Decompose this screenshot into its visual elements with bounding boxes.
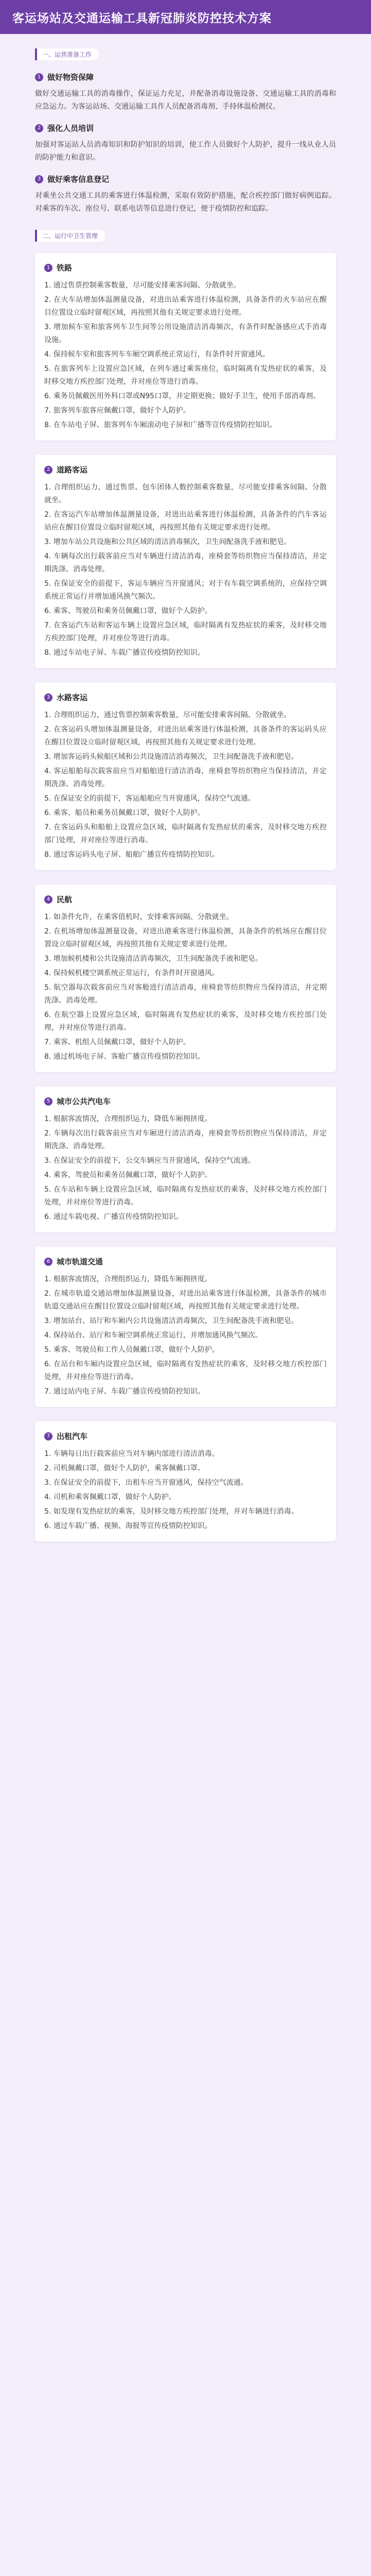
item-paragraph: 6. 在站台和车厢内设置应急区域，临时隔离有发热症状的乘客，及时移交地方疾控部门处理，并对座位等进行消毒。: [44, 1360, 327, 1381]
item-paragraph: 4. 保持候车室和旅客列车车厢空调系统正常运行，有条件时开窗通风。: [44, 350, 270, 359]
section-tag-preparation: 一、运营准备工作: [35, 48, 99, 60]
card-railway: [35, 253, 336, 440]
item-paragraph: 2. 在机场增加体温测量设备，对进出港乘客进行体温检测，具备条件的机场应在醒目位置设立临时留观区域，再按照其他有关规定要求进行处理。: [44, 927, 327, 948]
prep-item-supplies: [35, 72, 336, 113]
card-urban-rail: [35, 1247, 336, 1407]
item-paragraph: 7. 通过站内电子屏、车载广播宣传疫情防控知识。: [44, 1387, 205, 1396]
item-paragraph: 1. 通过售票控制乘客数量，尽可能安排乘客间隔、分散就坐。: [44, 281, 241, 290]
item-paragraph: 1. 如条件允许，在乘客值机时，安排乘客间隔、分散就坐。: [44, 913, 234, 921]
card-water-transport: [35, 683, 336, 870]
item-paragraph: 2. 在火车站增加体温测量设备，对进出站乘客进行体温检测，具备条件的火车站应在醒目位置设立临时留观区域，再按照其他有关规定要求进行处理。: [44, 296, 327, 317]
item-paragraph: 6. 通过车载电视、广播宣传疫情防控知识。: [44, 1213, 183, 1221]
item-number: 7: [44, 1432, 52, 1440]
item-title: 道路客运: [57, 465, 88, 474]
item-number: 3: [35, 175, 43, 183]
card-city-bus: [35, 1087, 336, 1232]
item-paragraph: 3. 增加站台、站厅和车厢内公共设施清洁消毒频次，卫生间配备洗手液和肥皂。: [44, 1317, 298, 1325]
item-paragraph: 1. 合理组织运力，通过售票、包车团体人数控制乘客数量，尽可能安排乘客间隔、分散就坐。: [44, 483, 327, 504]
item-paragraph: 7. 在客运汽车站和客运车辆上设置应急区域，临时隔离有发热症状的乘客，及时移交地方疾控部门处理，并对座位等进行消毒。: [44, 621, 327, 642]
item-paragraph: 8. 在车站电子屏、旅客列车车厢滚动电子屏和广播等宣传疫情防控知识。: [44, 421, 277, 429]
item-paragraph: 2. 在城市轨道交通站增加体温测量设备，对进出站乘客进行体温检测，具备条件的城市轨道交通站应在醒目位置设立临时留观区域，再按照其他有关规定要求进行处理。: [44, 1290, 327, 1311]
item-paragraph: 7. 旅客列车旅客应佩戴口罩，做好个人防护。: [44, 406, 190, 415]
item-paragraph: 4. 保持候机楼空调系统正常运行，有条件时开窗通风。: [44, 969, 219, 977]
item-title: 民航: [57, 895, 73, 904]
item-title: 出租汽车: [57, 1432, 88, 1441]
item-paragraph: 4. 司机和乘客佩戴口罩，做好个人防护。: [44, 1493, 176, 1501]
item-paragraph: 加强对客运站人员消毒知识和防护知识的培训，使工作人员做好个人防护，提升一线从业人员的防护能力和意识。: [35, 141, 336, 162]
item-paragraph: 5. 在保证安全的前提下，客运车辆应当开窗通风；对于有车载空调系统的，应保持空调系统正常运行并增加通风换气频次。: [44, 580, 327, 601]
card-civil-aviation: [35, 885, 336, 1072]
item-paragraph: 8. 通过客运码头电子屏、船舶广播宣传疫情防控知识。: [44, 851, 219, 859]
item-title: 水路客运: [57, 693, 88, 702]
page-header: [0, 0, 371, 34]
item-paragraph: 6. 乘客、船员和乘务员佩戴口罩，做好个人防护。: [44, 809, 205, 817]
item-paragraph: 6. 乘客、驾驶员和乘务员佩戴口罩，做好个人防护。: [44, 607, 212, 615]
item-number: 2: [44, 466, 52, 474]
item-number: 4: [44, 895, 52, 904]
item-paragraph: 5. 乘客、驾驶员和工作人员佩戴口罩，做好个人防护。: [44, 1346, 219, 1354]
item-number: 1: [44, 264, 52, 272]
item-paragraph: 8. 通过车站电子屏、车载广播宣传疫情防控知识。: [44, 649, 205, 657]
item-number: 3: [44, 693, 52, 702]
item-paragraph: 2. 在客运码头增加体温测量设备，对进出站乘客进行体温检测，具备条件的客运码头应在醒目位置设立临时留观区域，再按照其他有关规定要求进行处理。: [44, 725, 327, 747]
item-paragraph: 3. 在保证安全的前提下，公交车辆应当开窗通风，保持空气流通。: [44, 1157, 255, 1165]
item-paragraph: 3. 增加候机楼和公共设施清洁消毒频次，卫生间配备洗手液和肥皂。: [44, 955, 262, 963]
page-title: 客运场站及交通运输工具新冠肺炎防控技术方案: [12, 11, 272, 25]
item-paragraph: 4. 车辆每次出行载客前应当对车辆进行清洁消毒，座椅套等纺织物应当保持清洁，并定期洗涤、消毒处理。: [44, 552, 327, 573]
item-title: 铁路: [57, 263, 73, 273]
item-paragraph: 1. 根据客流情况，合理组织运力，降低车厢拥挤度。: [44, 1275, 212, 1283]
item-paragraph: 5. 在旅客列车上设置应急区域，在列车通过乘客座位，临时隔离有发热症状的乘客，及时移交地方疾控部门处理，并对座位等进行消毒。: [44, 365, 327, 386]
item-paragraph: 3. 增加候车室和旅客列车卫生间等公用设施清洁消毒频次，有条件时配备感应式手消毒设施。: [44, 323, 327, 344]
item-paragraph: 对乘坐公共交通工具的乘客进行体温检测，采取有效防护措施，配合疾控部门做好病例追踪。对乘客的车次、座位号、联系电话等信息进行登记，便于疫情防控和追踪。: [35, 192, 336, 213]
item-paragraph: 7. 乘客、机组人员佩戴口罩，做好个人防护。: [44, 1038, 190, 1046]
item-paragraph: 3. 在保证安全的前提下，出租车应当开窗通风，保持空气流通。: [44, 1479, 248, 1487]
item-paragraph: 1. 合理组织运力，通过售票控制乘客数量，尽可能安排乘客间隔、分散就坐。: [44, 711, 291, 719]
item-paragraph: 6. 乘务员佩戴医用外科口罩或N95口罩，并定期更换；做好手卫生，使用手部消毒剂。: [44, 392, 321, 400]
item-number: 2: [35, 124, 43, 132]
item-paragraph: 3. 增加客运码头候船区域和公共设施清洁消毒频次，卫生间配备洗手液和肥皂。: [44, 753, 298, 761]
item-number: 1: [35, 73, 43, 81]
item-paragraph: 5. 在保证安全的前提下，客运船舶应当开窗通风，保持空气流通。: [44, 794, 255, 803]
item-paragraph: 2. 车辆每次出行载客前应当对车厢进行清洁消毒，座椅套等纺织物应当保持清洁，并定期洗涤、消毒处理。: [44, 1129, 327, 1150]
item-paragraph: 2. 司机佩戴口罩，做好个人防护，乘客佩戴口罩。: [44, 1464, 205, 1472]
section-tag-operation: 二、运行中卫生管理: [35, 230, 105, 242]
item-paragraph: 2. 在客运汽车站增加体温测量设备，对进出站乘客进行体温检测，具备条件的汽车客运站应在醒目位置设立临时留观区域，再按照其他有关规定要求进行处理。: [44, 511, 327, 532]
operation-cards: [35, 253, 336, 1541]
prep-item-registration: [35, 174, 336, 215]
item-paragraph: 4. 保持站台、站厅和车厢空调系统正常运行，并增加通风换气频次。: [44, 1331, 262, 1340]
item-paragraph: 5. 如发现有发热症状的乘客，及时移交地方疾控部门处理，并对车辆进行消毒。: [44, 1507, 298, 1516]
item-paragraph: 8. 通过机场电子屏、客舱广播宣传疫情防控知识。: [44, 1053, 205, 1061]
item-paragraph: 5. 航空器每次载客前应当对客舱进行清洁消毒，座椅套等纺织物应当保持清洁，并定期洗涤、消毒处理。: [44, 984, 327, 1005]
item-paragraph: 6. 在航空器上设置应急区域，临时隔离有发热症状的乘客，及时移交地方疾控部门处理，并对座位等进行消毒。: [44, 1011, 327, 1032]
item-title: 城市轨道交通: [57, 1257, 103, 1266]
item-title: 做好乘客信息登记: [47, 175, 110, 184]
item-paragraph: 做好交通运输工具的消毒操作，保证运力充足，并配备消毒设施设备、交通运输工具的消毒和应急运力。为客运站场、交通运输工具作人员配备消毒剂、手持体温检测仪。: [35, 90, 336, 111]
card-road-transport: [35, 455, 336, 668]
content: [0, 34, 371, 1577]
item-paragraph: 5. 在车站和车辆上设置应急区域，临时隔离有发热症状的乘客，及时移交地方疾控部门处理，并对座位等进行消毒。: [44, 1185, 327, 1207]
item-number: 6: [44, 1258, 52, 1266]
item-title: 做好物资保障: [47, 73, 94, 82]
item-paragraph: 3. 增加车站公共设施和公共区域的清洁消毒频次，卫生间配备洗手液和肥皂。: [44, 538, 291, 546]
item-paragraph: 7. 在客运码头和船舶上设置应急区域，临时隔离有发热症状的乘客，及时移交地方疾控部门处理，并对座位等进行消毒。: [44, 823, 327, 844]
item-paragraph: 4. 客运船舶每次载客前应当对船舶进行清洁消毒，座椅套等纺织物应当保持清洁，并定期洗涤、消毒处理。: [44, 767, 327, 788]
item-title: 强化人员培训: [47, 124, 94, 133]
card-taxi: [35, 1421, 336, 1541]
item-paragraph: 1. 根据客流情况，合理组织运力，降低车厢拥挤度。: [44, 1115, 212, 1123]
item-number: 5: [44, 1097, 52, 1106]
item-paragraph: 6. 通过车载广播、视频、海报等宣传疫情防控知识。: [44, 1522, 212, 1530]
item-paragraph: 1. 车辆每日出行载客前应当对车辆内部进行清洁消毒。: [44, 1450, 219, 1458]
prep-item-training: [35, 123, 336, 164]
item-title: 城市公共汽电车: [57, 1097, 111, 1106]
item-paragraph: 4. 乘客、驾驶员和乘务员佩戴口罩，做好个人防护。: [44, 1171, 212, 1179]
